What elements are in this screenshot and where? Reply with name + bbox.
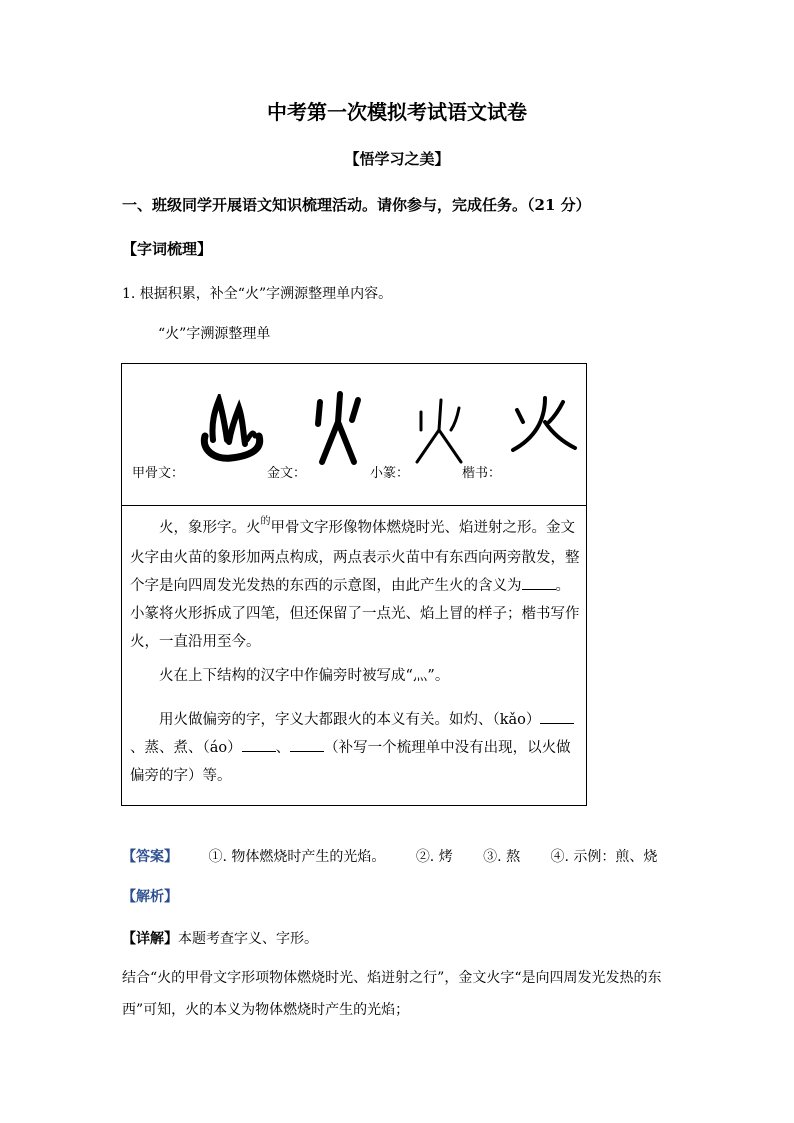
analysis-tag: 【解析】 <box>122 889 178 905</box>
origin-paragraph <box>130 514 580 656</box>
origin-text-a: 火，象形字。火 <box>159 520 261 536</box>
explanation-paragraph: 结合“火的甲骨文字形项物体燃烧时光、焰迸射之行”，金文火字“是向四周发光发热的东西”可知，火的本义为物体燃烧时产生的光焰； <box>122 970 662 1018</box>
xiaozhuan-fire-glyph <box>409 396 469 466</box>
origin-text-sup: 的 <box>260 516 271 527</box>
jinwen-fire-glyph <box>310 388 366 468</box>
detail-text: 本题考查字义、字形。 <box>178 931 318 947</box>
kaishu-fire-glyph <box>507 396 579 452</box>
ao-blank[interactable] <box>242 737 276 752</box>
kaishu-label: 楷书： <box>462 466 502 481</box>
worksheet-table <box>121 363 587 806</box>
words-text-a: 用火做偏旁的字，字义大都跟火的本义有关。如灼、（kǎo） <box>159 712 541 728</box>
jiaguwen-fire-glyph <box>197 394 267 464</box>
origin-text-c: 。小篆将火形拆成了四笔，但还保留了一点光、焰上冒的样子；楷书写作火，一直沿用至今。 <box>130 578 580 650</box>
words-text-d: （补写一个梳理单中没有出现，以火做偏旁的字）等。 <box>130 740 571 784</box>
origin-text-b: 甲骨文字形像物体燃烧时光、焰迸射之形。金文火字由火苗的象形加两点构成，两点表示火苗中有东西向两旁散发，整个字是向四周发光发热的东西的示意图，由此产生火的含义为 <box>130 520 580 594</box>
jinwen-label: 金文： <box>267 466 307 481</box>
question-text: 1. 根据积累，补全“火”字溯源整理单内容。 <box>122 286 393 302</box>
words-text-b: 、蒸、煮、（áo） <box>130 740 242 756</box>
words-text-c: 、 <box>275 740 291 756</box>
answer-item-1: ①. 物体燃烧时产生的光焰。 <box>208 849 386 865</box>
radical-paragraph: 火在上下结构的汉字中作偏旁时被写成“灬”。 <box>159 668 450 684</box>
subsection-heading: 【字词梳理】 <box>122 240 213 258</box>
kao-blank[interactable] <box>540 709 574 724</box>
worksheet-title: “火”字溯源整理单 <box>158 326 271 342</box>
section-heading: 一、班级同学开展语文知识梳理活动。请你参与，完成任务。（21 分） <box>122 196 591 214</box>
answer-line <box>122 846 657 866</box>
answer-item-2: ②. 烤 <box>415 849 453 865</box>
section-subtitle: 【悟学习之美】 <box>344 150 450 168</box>
detail-tag: 【详解】 <box>122 931 178 947</box>
meaning-blank[interactable] <box>522 575 556 590</box>
answer-tag: 【答案】 <box>122 849 178 865</box>
answer-item-3: ③. 熬 <box>483 849 521 865</box>
xiaozhuan-label: 小篆： <box>370 466 410 481</box>
detail-line <box>122 928 318 948</box>
radical-words-paragraph <box>130 706 580 790</box>
extra-word-blank[interactable] <box>290 737 324 752</box>
answer-item-4: ④. 示例：煎、烧 <box>550 849 658 865</box>
glyph-row <box>122 364 586 506</box>
page-title: 中考第一次模拟考试语文试卷 <box>267 100 527 124</box>
jiaguwen-label: 甲骨文： <box>132 466 185 481</box>
